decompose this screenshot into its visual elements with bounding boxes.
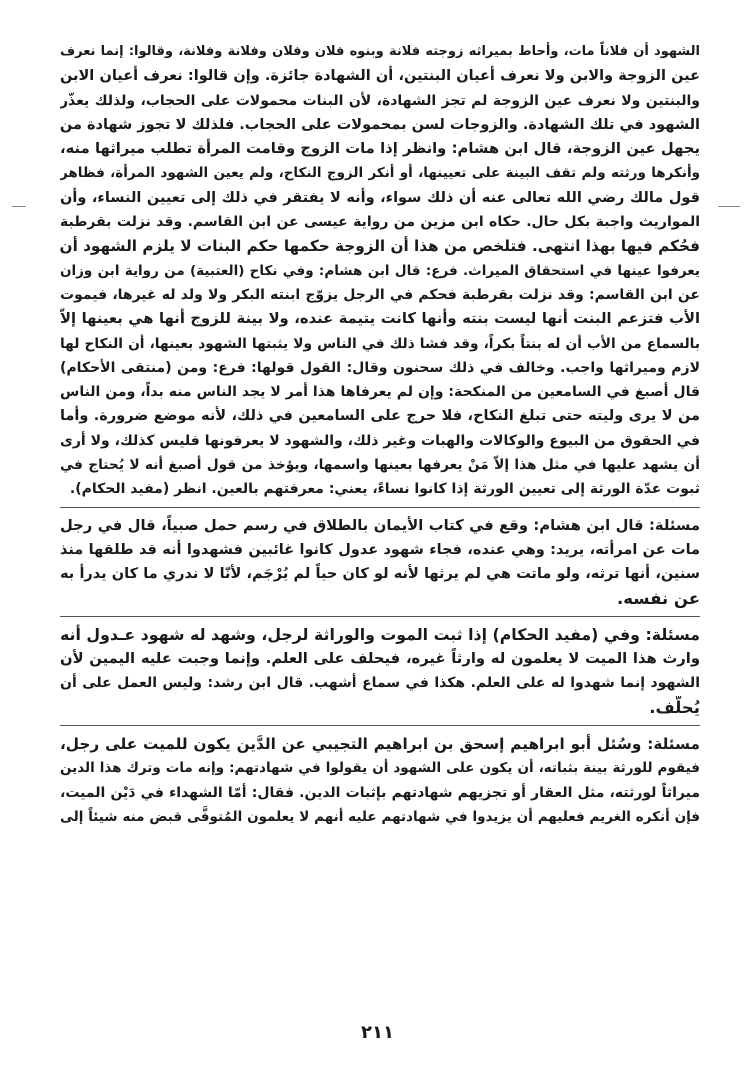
page-body (60, 40, 700, 829)
text-line: قول مالك رضي الله تعالى عنه أن ذلك سواء، وأنه لا يفتقر في ذلك إلى تعيين النساء، وأن (60, 189, 700, 206)
text-line: في الحقوق من البيوع والوكالات والهبات وغير ذلك، والشهود لا يعرفونها فليس كذلك، ولا أرى (60, 432, 700, 449)
page-number: ٢١١ (361, 1022, 394, 1043)
margin-tick-right (718, 206, 740, 207)
margin-tick-left (12, 206, 26, 207)
text-line: يعرفوا عينها في استحقاق الميراث. فرع: قال ابن هشام: وفي نكاح (العتبية) من رواية ابن وزان (60, 262, 700, 279)
paragraph-masala-2 (60, 623, 700, 720)
text-line: لازم وميراثها واجب. وخالف في ذلك سحنون وقال: القول قولها: فرع: ومن (منتقى الأحكام) (60, 359, 700, 376)
text-line: ثبوت عدّة الورثة إلى تعيين الورثة إذا كانوا نساءً، يعني: معرفتهم بالعين. انظر (مفيد الحكام). (69, 481, 700, 498)
text-line: الأب فتزعم البنت أنها ليست بنته وأنها كانت يتيمة عنده، ولا بينة للزوج أنها هي بعينها إلاّ (60, 310, 700, 328)
text-line: المواريث واجبة بكل حال. حكاه ابن مزين من رواية عيسى عن ابن القاسم. وقد نزلت بقرطبة (60, 214, 700, 231)
text-line: الشهود أن فلاناً مات، وأحاط بميراثه زوجته فلانة وبنوه فلان وفلان وفلانة وفلانة، وقالوا: إنما نعرف (60, 44, 700, 59)
text-line: عين الزوجة والابن ولا نعرف أعيان البنتين، أن الشهادة جائزة. وإن قالوا: نعرف أعيان الابن (60, 68, 700, 85)
text-line: وأنكرها ورثته ولم تقف البينة على تعيينها، أو أنكر الزوج النكاح، ولم يعين الشهود المرأة، فظاهر (60, 165, 700, 182)
text-line: سنين، أنها ترثه، ولو ماتت هي لم يرثها لأنه لو كان حياً لم يُرْجَم، لأنّا لا ندري ما كان يدرأ به (60, 566, 700, 583)
text-line: وارث هذا الميت لا يعلمون له وارثاً غيره، فيحلف على العلم. وإنما وجبت عليه اليمين لأن (60, 650, 700, 668)
text-line: قال أصبغ في السامعين من المنكحة: وإن لم يعرفاها هذا أمر لا يجد الناس منه بداً، ومن الناس (60, 384, 700, 401)
text-line: أن يشهد عليها في مثل هذا إلاّ مَنْ يعرفها بعينها واسمها، ويؤخذ من قول أصبغ أنه لا يُحتاج في (60, 457, 700, 474)
section-divider (60, 720, 700, 732)
text-line: والبنتين ولا نعرف عين الزوجة لم تجز الشهادة، لأن البنات محمولات على الحجاب، ولذلك يعذّر (60, 92, 700, 109)
paragraph-main (60, 40, 700, 502)
text-line: عن ابن القاسم: وقد نزلت بقرطبة فحكم في الرجل يزوّج ابنته البكر ولا ولد له غيرها، فيموت (60, 286, 700, 303)
text-line: مات عن امرأته، يريد: وهي عنده، فجاء شهود عدول كانوا غائبين فشهدوا أنه قد طلقها منذ (60, 541, 700, 558)
text-line: يُحلَّف. (649, 697, 700, 717)
text-line: الشهود في تلك الشهادة. والزوجات لسن بمحمولات على الحجاب. فلذلك لا تجوز شهادة من (60, 116, 700, 133)
text-line: يجهل عين الزوجة، قال ابن هشام: وانظر إذا مات الزوج وقامت المرأة تطلب ميراثها منه، (60, 140, 700, 158)
section-divider (60, 502, 700, 514)
text-line: فحُكم فيها بهذا انتهى. فتلخص من هذا أن الزوجة حكمها حكم البنات لا يلزم الشهود أن (60, 237, 700, 256)
text-line: مسئلة: قال ابن هشام: وقع في كتاب الأيمان بالطلاق في رسم حمل صبياً، قال في رجل (60, 516, 700, 534)
text-line: ميراثاً لورثته، مثل العقار أو تجزيهم شهادتهم بإثبات الدين. فقال: أمّا الشهداء في دَيْن الميت، (60, 784, 700, 801)
paragraph-masala-3 (60, 732, 700, 829)
text-line: بالسماع من الأب أن له بنتاً بكراً، وقد فشا ذلك في الناس ولا يثبتها الشهود بعينها، أن النكاح لها (60, 335, 700, 352)
section-divider (60, 611, 700, 623)
text-line: مسئلة: وسُئل أبو ابراهيم إسحق بن ابراهيم التجيبي عن الدَّين يكون للميت على رجل، (60, 735, 700, 754)
paragraph-masala-1 (60, 514, 700, 611)
text-line: الشهود إنما شهدوا له على العلم. هكذا في سماع أشهب. قال ابن رشد: وليس العمل على أن (60, 675, 700, 692)
text-line: عن نفسه. (617, 588, 700, 608)
text-line: فيقوم للورثة بينة بثباته، أن يكون على الشهود أن يقولوا في شهادتهم: وإنه مات وترك هذا الدين (60, 760, 700, 777)
text-line: من لا يرى وليته حتى تبلغ النكاح، فلا حرج على السامعين في ذلك، لأنه موضع ضرورة. وأما (60, 408, 700, 425)
text-line: مسئلة: وفي (مفيد الحكام) إذا ثبت الموت والوراثة لرجل، وشهد له شهود عـدول أنه (60, 624, 700, 644)
text-line: فإن أنكره الغريم فعليهم أن يزيدوا في شهادتهم عليه أنهم لا يعلمون المُتوفَّى قبض منه شيئاً إلى (60, 808, 700, 825)
